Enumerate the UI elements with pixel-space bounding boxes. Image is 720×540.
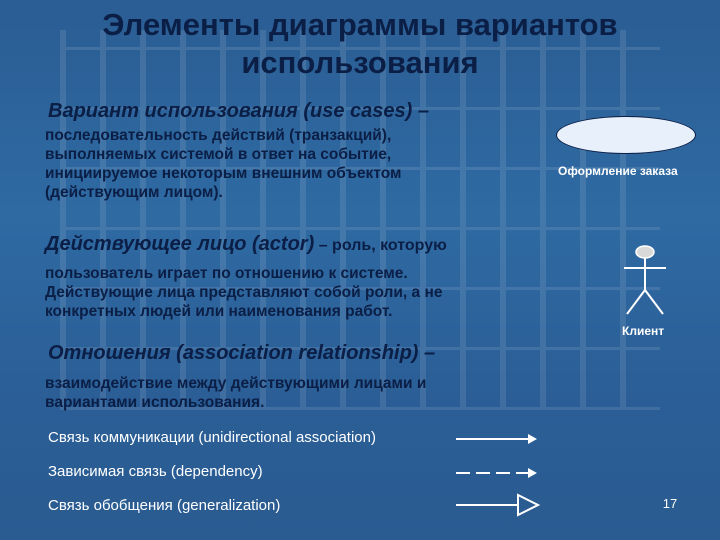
slide-title <box>0 6 720 82</box>
relation-item-communication: Связь коммуникации (unidirectional association) <box>48 429 376 446</box>
relations-term-row <box>48 342 435 365</box>
solid-arrow-icon <box>456 432 538 446</box>
relation-item-generalization: Связь обобщения (generalization) <box>48 497 281 514</box>
page-number: 17 <box>662 496 678 511</box>
relations-dash: – <box>418 342 436 364</box>
usecase-example-label: Оформление заказа <box>558 164 678 178</box>
actor-stick-figure-icon <box>618 244 672 320</box>
title-line-2: использования <box>241 45 479 80</box>
actor-description: пользователь играет по отношению к системе. Действующие лица представляют собой роли, а не конкретных людей или наименования работ. <box>45 265 443 320</box>
actor-term-tail: – роль, которую <box>314 237 447 254</box>
usecase-dash: – <box>412 100 430 122</box>
actor-term-row <box>45 233 447 256</box>
relations-description: взаимодействие между действующими лицами и вариантами использования. <box>45 375 427 411</box>
usecase-description: последовательность действий (транзакций), выполняемых системой в ответ на событие, инициируемое некоторым внешним объектом (действующим лицом). <box>45 127 402 201</box>
actor-example-label: Клиент <box>622 324 665 338</box>
dashed-arrow-icon <box>456 466 538 480</box>
usecase-term: Вариант использования (use cases) <box>48 100 413 122</box>
relations-term: Отношения (association relationship) <box>48 342 419 364</box>
title-line-1: Элементы диаграммы вариантов <box>102 7 618 42</box>
hollow-triangle-arrow-icon <box>456 492 540 518</box>
relation-item-dependency: Зависимая связь (dependency) <box>48 463 263 480</box>
usecase-ellipse-icon <box>556 116 696 154</box>
actor-term: Действующее лицо (actor) <box>45 233 315 255</box>
usecase-term-row <box>48 100 429 123</box>
